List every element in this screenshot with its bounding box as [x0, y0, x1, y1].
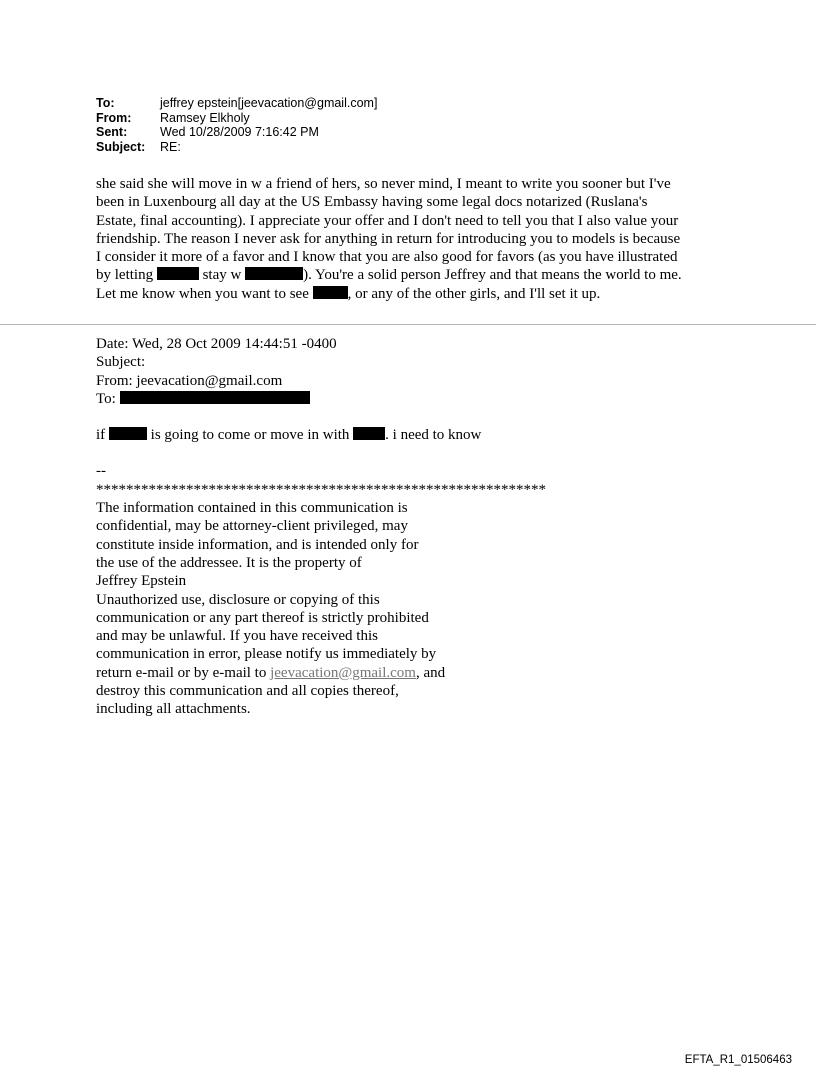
from-row	[96, 111, 377, 126]
redaction-block	[120, 391, 310, 404]
quoted-date: Date: Wed, 28 Oct 2009 14:44:51 -0400	[96, 336, 337, 352]
disclaimer-line: destroy this communication and all copies thereof,	[96, 683, 399, 700]
reply-text: ). You're a solid person Jeffrey and that means the world to me.	[303, 267, 682, 284]
to-label: To:	[96, 96, 115, 110]
sent-label: Sent:	[96, 125, 128, 139]
disclaimer-line	[96, 664, 696, 682]
separator-line	[0, 324, 816, 325]
email-header	[96, 96, 377, 154]
disclaimer-line: confidential, may be attorney-client privileged, may	[96, 518, 408, 535]
sent-row	[96, 125, 377, 140]
signature-dash: --	[96, 463, 106, 480]
redaction-block	[157, 267, 199, 280]
disclaimer-text: , and	[415, 664, 446, 681]
quoted-subject: Subject:	[96, 354, 146, 371]
from-value: Ramsey Elkholy	[160, 110, 250, 125]
quoted-message-line	[96, 426, 696, 444]
disclaimer-line: the use of the addressee. It is the property of	[96, 554, 362, 571]
reply-line: been in Luxenbourg all day at the US Embassy having some legal docs notarized (Ruslana's	[96, 194, 648, 211]
from-label: From:	[96, 110, 132, 125]
reply-line: I consider it more of a favor and I know that you are also good for favors (as you have illustrated	[96, 249, 678, 266]
quoted-message	[96, 335, 696, 719]
reply-text: by letting	[96, 267, 157, 284]
subject-row	[96, 140, 377, 155]
to-value: jeffrey epstein[jeevacation@gmail.com]	[160, 96, 378, 110]
email-link[interactable]: jeevacation@gmail.com	[270, 664, 416, 681]
message-text: is going to come or move in with	[146, 427, 354, 444]
reply-text: Let me know when you want to see	[96, 285, 313, 302]
star-divider: ************************************************************	[96, 481, 546, 498]
disclaimer-text: return e-mail or by e-mail to	[96, 664, 271, 681]
redaction-block	[313, 286, 348, 299]
redaction-block	[353, 427, 385, 440]
to-row	[96, 96, 377, 111]
disclaimer-line: communication or any part thereof is strictly prohibited	[96, 609, 429, 626]
subject-label: Subject:	[96, 139, 146, 154]
message-text: . i need to know	[385, 427, 482, 444]
disclaimer-line: The information contained in this communication is	[96, 500, 408, 517]
quoted-from: From: jeevacation@gmail.com	[96, 372, 283, 389]
reply-text: , or any of the other girls, and I'll set it up.	[347, 285, 601, 302]
redaction-block	[245, 267, 303, 280]
reply-line: Estate, final accounting). I appreciate your offer and I don't need to tell you that I also value your	[96, 212, 679, 229]
reply-line: she said she will move in w a friend of hers, so never mind, I meant to write you sooner but I've	[96, 176, 671, 192]
reply-body	[96, 175, 736, 303]
reply-line	[96, 266, 736, 284]
disclaimer-line: including all attachments.	[96, 701, 251, 718]
reply-text: stay w	[198, 267, 246, 284]
quoted-to-label: To:	[96, 390, 120, 407]
message-text: if	[96, 427, 109, 444]
sent-value: Wed 10/28/2009 7:16:42 PM	[160, 125, 319, 139]
document-id: EFTA_R1_01506463	[684, 1054, 792, 1066]
subject-value: RE:	[160, 139, 181, 154]
disclaimer-line: and may be unlawful. If you have received this	[96, 628, 378, 645]
disclaimer-line: communication in error, please notify us immediately by	[96, 646, 437, 663]
disclaimer-line: constitute inside information, and is intended only for	[96, 536, 419, 553]
reply-line	[96, 285, 736, 303]
redaction-block	[109, 427, 147, 440]
reply-line: friendship. The reason I never ask for anything in return for introducing you to models is because	[96, 230, 681, 247]
disclaimer-line: Unauthorized use, disclosure or copying of this	[96, 591, 380, 608]
quoted-to	[96, 390, 696, 408]
disclaimer-line: Jeffrey Epstein	[96, 573, 187, 590]
